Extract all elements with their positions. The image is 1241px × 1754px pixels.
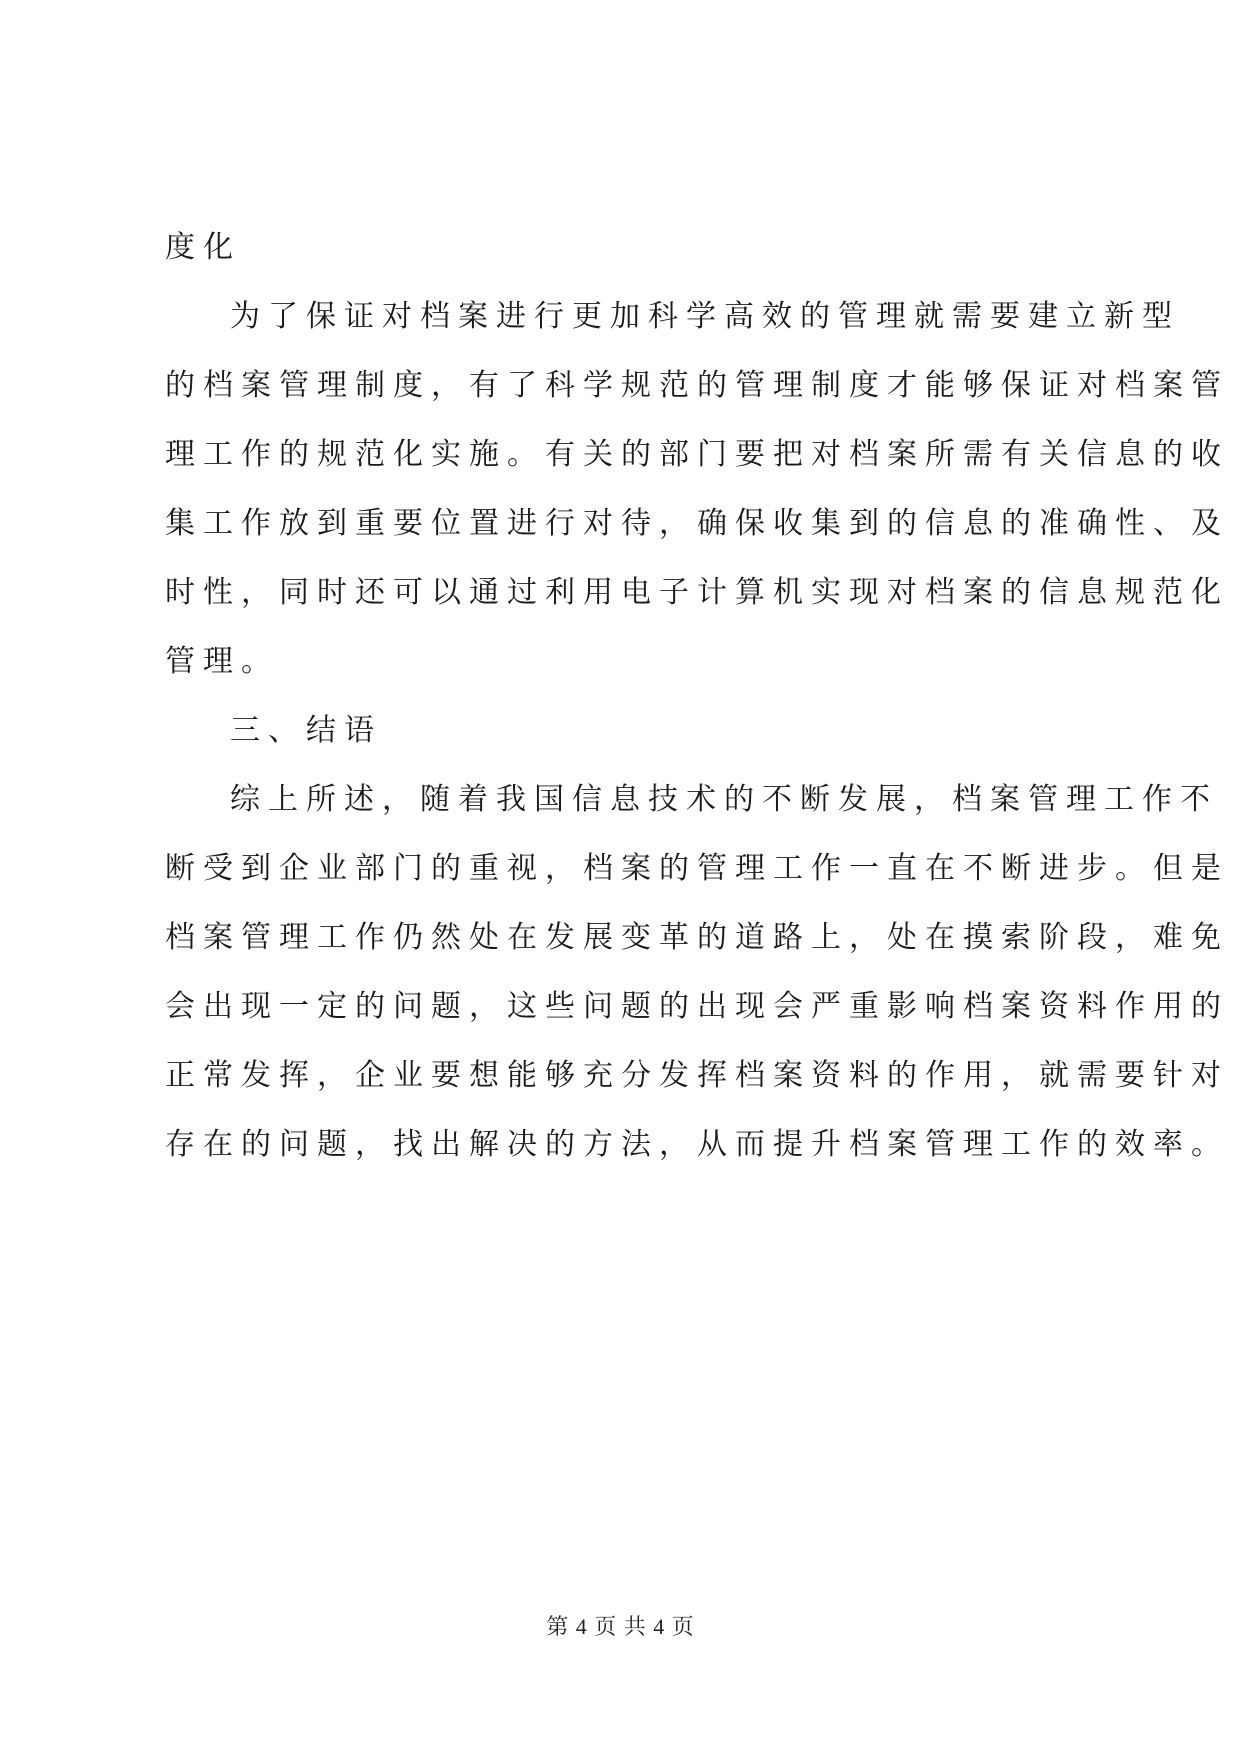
paragraph-first-line: 为了保证对档案进行更加科学高效的管理就需要建立新型	[230, 299, 1180, 334]
text-line: 度化	[165, 230, 241, 265]
text-line: 理工作的规范化实施。有关的部门要把对档案所需有关信息的收	[165, 437, 1229, 472]
section-heading: 三、结语	[230, 713, 382, 748]
text-line: 集工作放到重要位置进行对待，确保收集到的信息的准确性、及	[165, 506, 1229, 541]
document-body	[165, 228, 1229, 1194]
text-line: 管理。	[165, 644, 279, 679]
page-number-footer: 第 4 页 共 4 页	[546, 1614, 695, 1639]
paragraph-first-line: 综上所述，随着我国信息技术的不断发展，档案管理工作不	[230, 782, 1218, 817]
text-line: 存在的问题，找出解决的方法，从而提升档案管理工作的效率。	[165, 1127, 1229, 1162]
text-line: 的档案管理制度，有了科学规范的管理制度才能够保证对档案管	[165, 368, 1229, 403]
text-line: 时性，同时还可以通过利用电子计算机实现对档案的信息规范化	[165, 575, 1229, 610]
text-line: 正常发挥，企业要想能够充分发挥档案资料的作用，就需要针对	[165, 1058, 1229, 1093]
text-line: 档案管理工作仍然处在发展变革的道路上，处在摸索阶段，难免	[165, 920, 1229, 955]
text-line: 断受到企业部门的重视，档案的管理工作一直在不断进步。但是	[165, 851, 1229, 886]
text-line: 会出现一定的问题，这些问题的出现会严重影响档案资料作用的	[165, 989, 1229, 1024]
